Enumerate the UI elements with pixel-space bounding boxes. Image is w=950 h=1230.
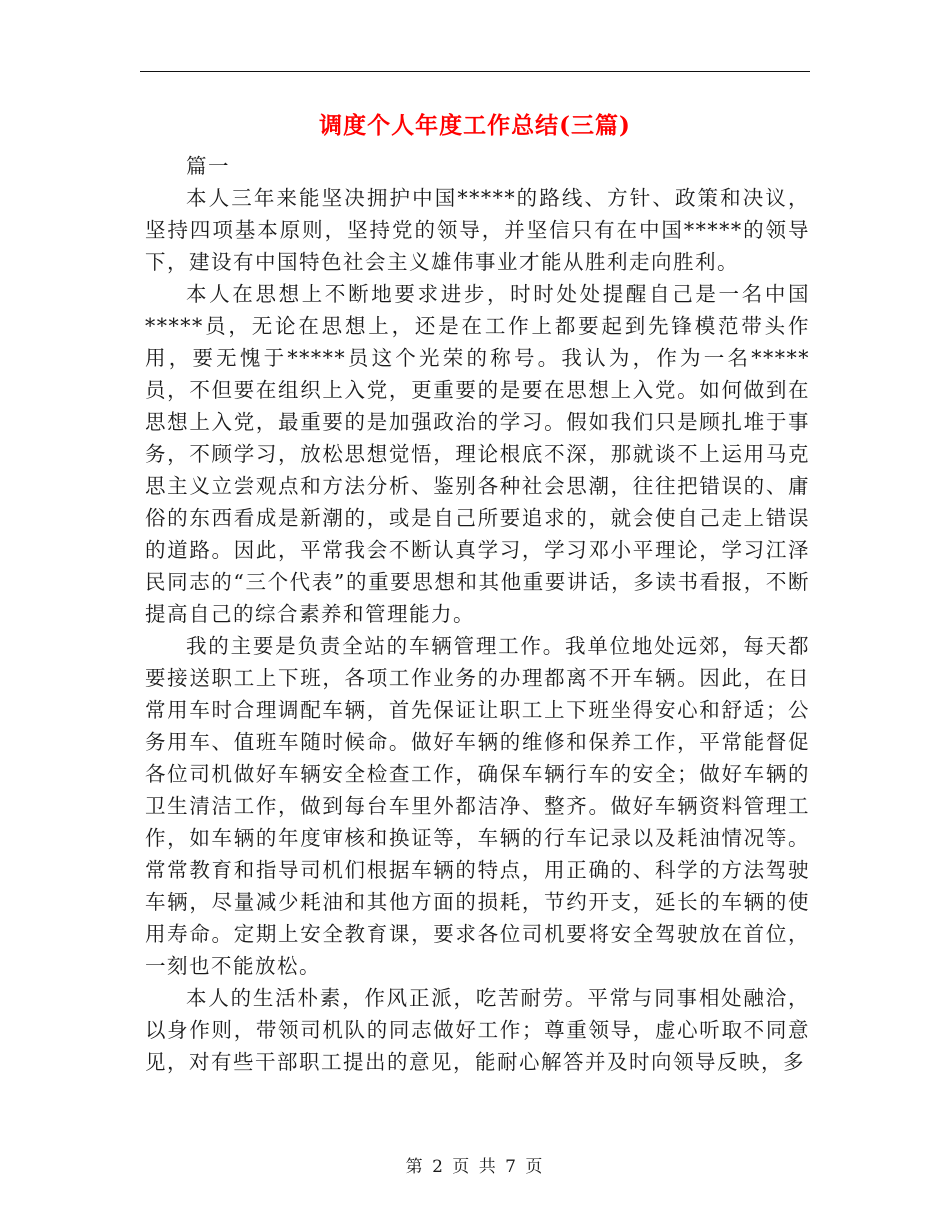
- paragraph-1: 本人三年来能坚决拥护中国*****的路线、方针、政策和决议，坚持四项基本原则，坚持党的领导，并坚信只有在中国*****的领导下，建设有中国特色社会主义雄伟事业才能从胜利走向胜利。: [145, 186, 810, 274]
- section-heading: 篇一: [186, 154, 230, 178]
- paragraph-4: 本人的生活朴素，作风正派，吃苦耐劳。平常与同事相处融洽，以身作则，带领司机队的同志做好工作；尊重领导，虚心听取不同意见，对有些干部职工提出的意见，能耐心解答并及时向领导反映，多: [145, 986, 810, 1074]
- document-title: 调度个人年度工作总结(三篇): [319, 112, 631, 139]
- page-number: 第 2 页 共 7 页: [405, 1157, 545, 1177]
- document-body: [145, 150, 810, 1078]
- header-rule: [140, 71, 810, 72]
- paragraph-2: 本人在思想上不断地要求进步，时时处处提醒自己是一名中国*****员，无论在思想上，还是在工作上都要起到先锋模范带头作用，要无愧于*****员这个光荣的称号。我认为，作为一名*****员，不但要在组织上入党，更重要的是要在思想上入党。如何做到在思想上入党，最重要的是加强政治的学习。假如我们只是顾扎堆于事务，不顾学习，放松思想觉悟，理论根底不深，那就谈不上运用马克思主义立尝观点和方法分析、鉴别各种社会思潮，往往把错误的、庸俗的东西看成是新潮的，或是自己所要追求的，就会使自己走上错误的道路。因此，平常我会不断认真学习，学习邓小平理论，学习江泽民同志的“三个代表”的重要思想和其他重要讲话，多读书看报，不断提高自己的综合素养和管理能力。: [145, 282, 810, 626]
- paragraph-3: 我的主要是负责全站的车辆管理工作。我单位地处远郊，每天都要接送职工上下班，各项工作业务的办理都离不开车辆。因此，在日常用车时合理调配车辆，首先保证让职工上下班坐得安心和舒适；公务用车、值班车随时候命。做好车辆的维修和保养工作，平常能督促各位司机做好车辆安全检查工作，确保车辆行车的安全；做好车辆的卫生清洁工作，做到每台车里外都洁净、整齐。做好车辆资料管理工作，如车辆的年度审核和换证等，车辆的行车记录以及耗油情况等。常常教育和指导司机们根据车辆的特点，用正确的、科学的方法驾驶车辆，尽量减少耗油和其他方面的损耗，节约开支，延长的车辆的使用寿命。定期上安全教育课，要求各位司机要将安全驾驶放在首位，一刻也不能放松。: [145, 634, 810, 978]
